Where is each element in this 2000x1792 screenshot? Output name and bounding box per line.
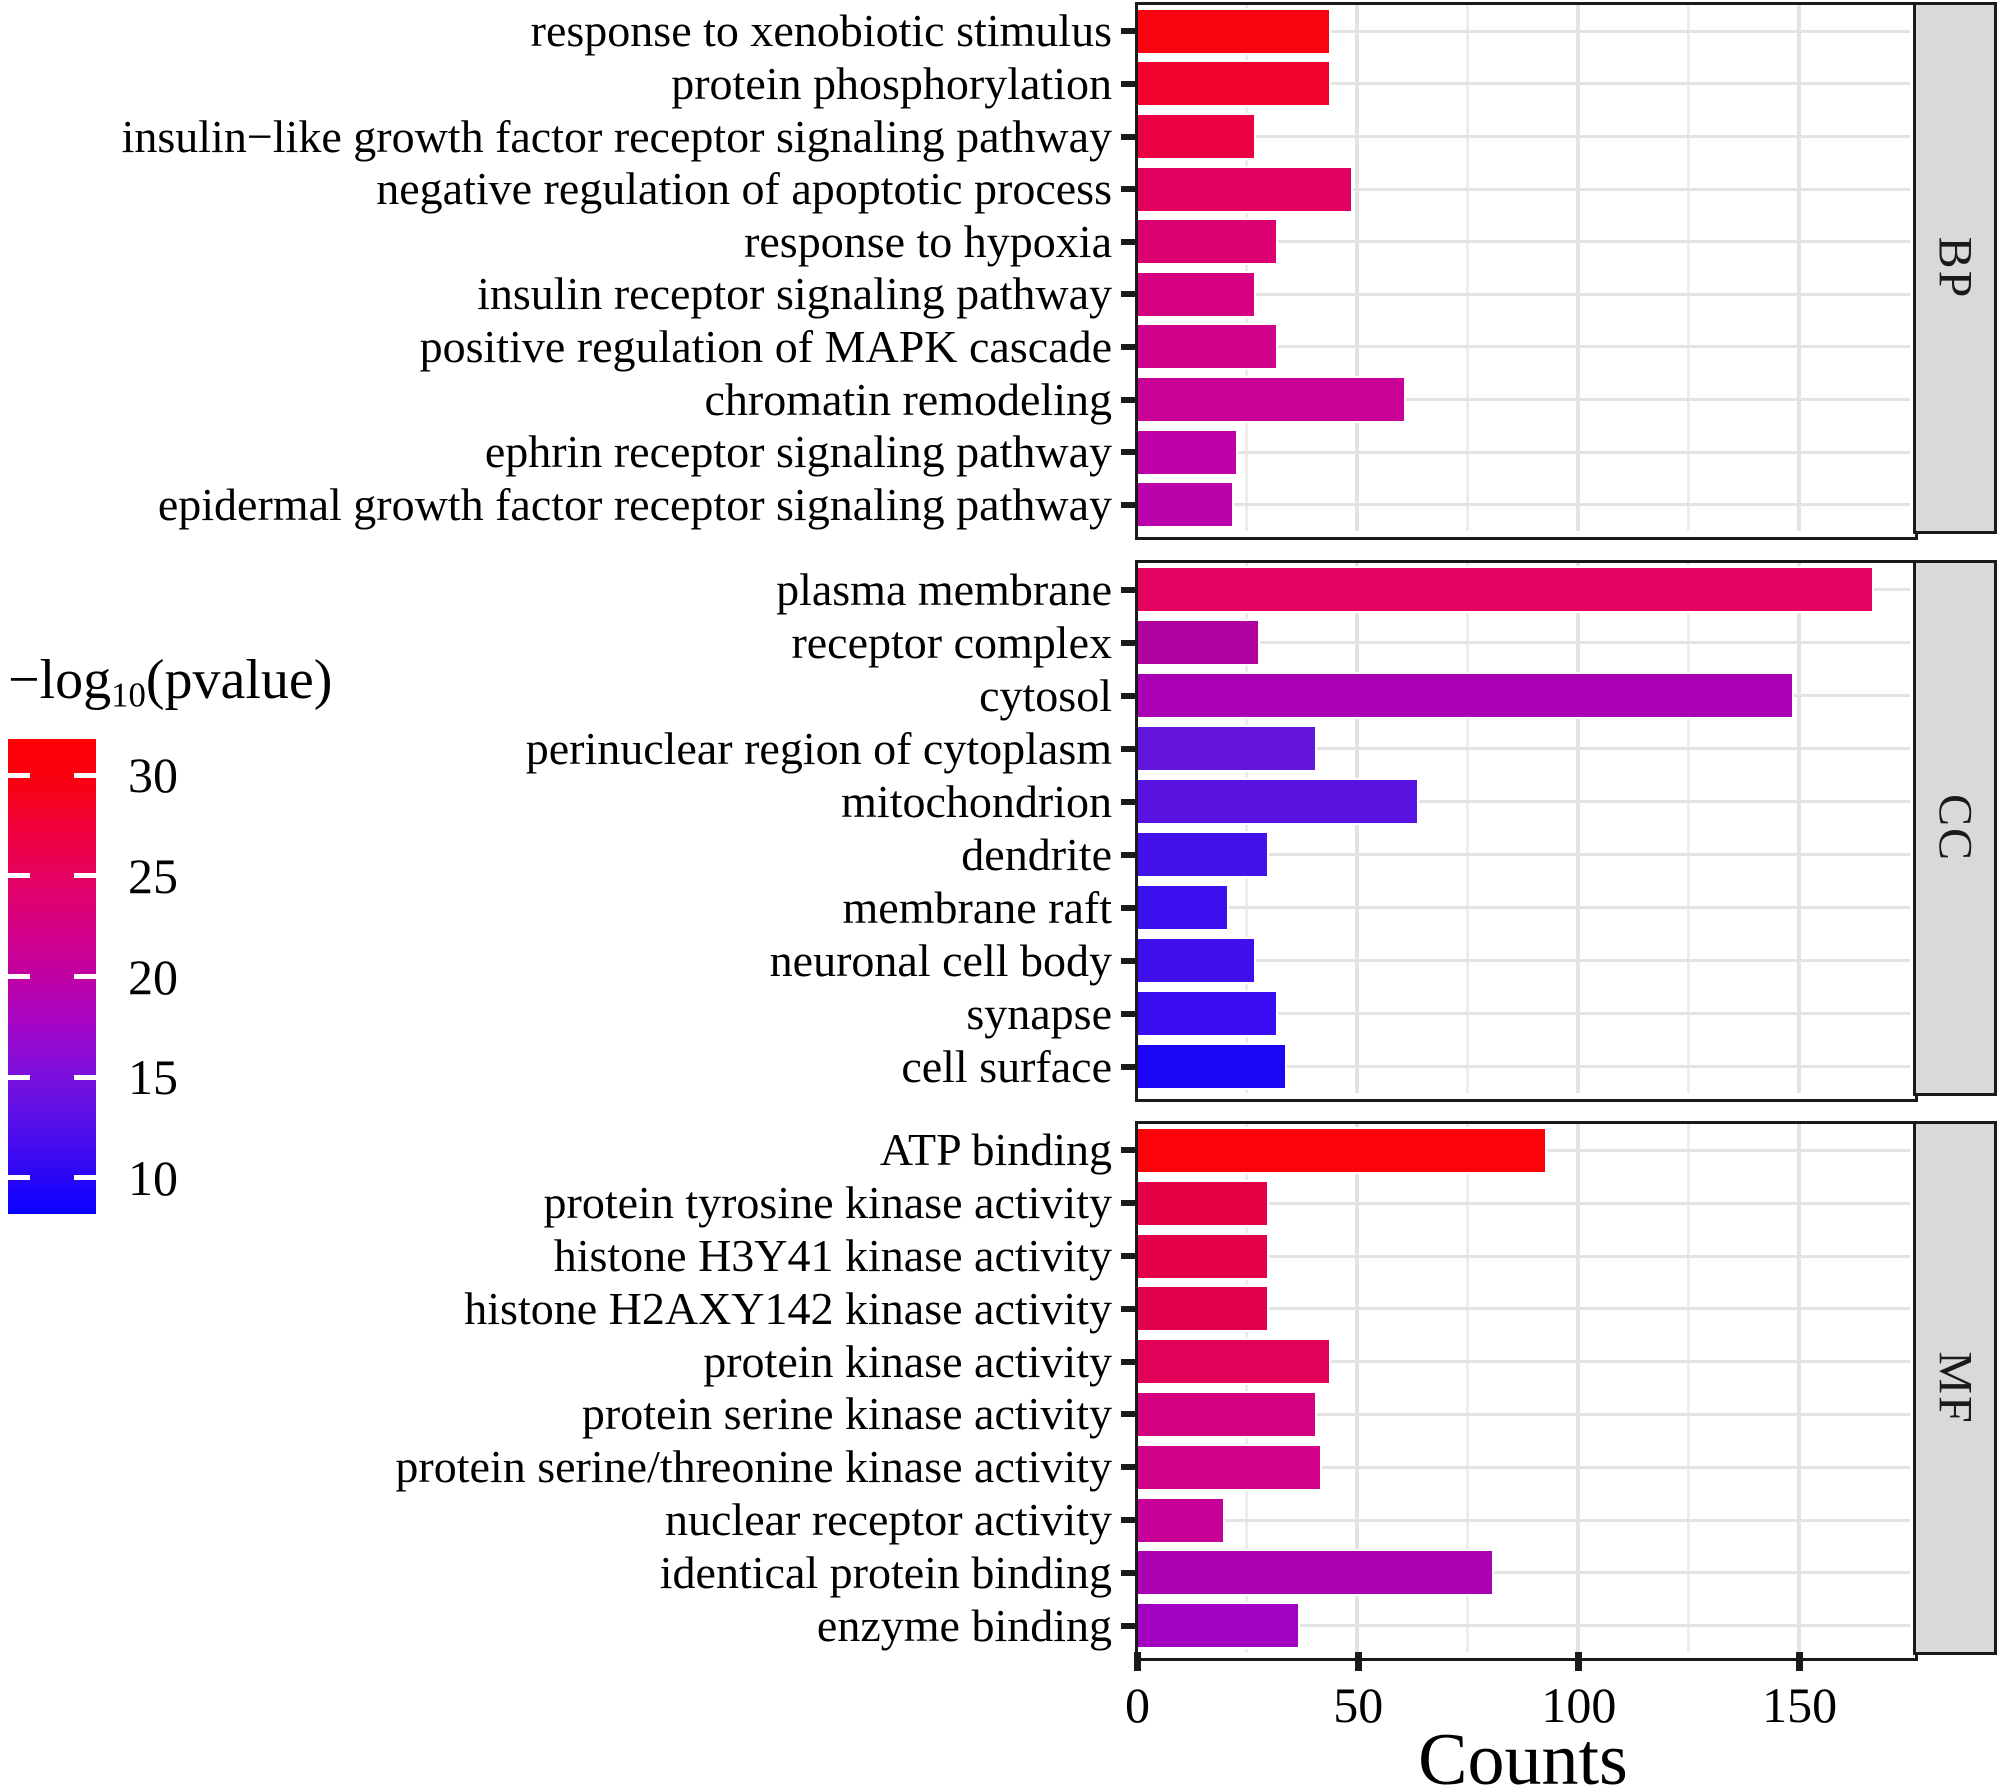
category-label: membrane raft (842, 881, 1112, 933)
y-tick-mark (1121, 587, 1137, 593)
category-label: protein serine/threonine kinase activity (395, 1441, 1112, 1493)
bar-bp-2 (1137, 60, 1331, 107)
y-tick-mark (1121, 28, 1137, 34)
y-tick-mark (1121, 1064, 1137, 1070)
bar-cc-5 (1137, 778, 1419, 825)
bar-cc-2 (1137, 619, 1261, 666)
y-tick-mark (1121, 852, 1137, 858)
facet-strip-label-cc: CC (1928, 793, 1982, 863)
category-label: positive regulation of MAPK cascade (419, 320, 1112, 372)
category-label: protein phosphorylation (671, 57, 1112, 109)
category-label: mitochondrion (841, 775, 1112, 827)
bar-cc-8 (1137, 937, 1256, 984)
y-tick-mark (1121, 1464, 1137, 1470)
bar-mf-4 (1137, 1285, 1269, 1332)
x-axis-title: Counts (1418, 1719, 1628, 1792)
category-label: insulin−like growth factor receptor signaling pathway (121, 110, 1112, 162)
y-tick-mark (1121, 1623, 1137, 1629)
y-tick-mark (1121, 1411, 1137, 1417)
y-tick-mark (1121, 81, 1137, 87)
x-tick-mark-0 (1134, 1652, 1141, 1671)
y-tick-mark (1121, 186, 1137, 192)
bar-bp-10 (1137, 481, 1234, 528)
legend-title-subscript: 10 (111, 675, 146, 715)
category-label: protein serine kinase activity (581, 1388, 1112, 1440)
y-tick-mark (1121, 397, 1137, 403)
facet-strip-bp (1913, 2, 1997, 534)
x-tick-label-150: 150 (1762, 1677, 1838, 1733)
bar-bp-9 (1137, 429, 1239, 476)
bar-mf-8 (1137, 1497, 1225, 1544)
category-label: histone H3Y41 kinase activity (553, 1230, 1112, 1281)
y-tick-mark (1121, 1147, 1137, 1153)
bar-mf-3 (1137, 1233, 1269, 1280)
y-tick-mark (1121, 1306, 1137, 1312)
category-label: histone H2AXY142 kinase activity (464, 1282, 1112, 1334)
gridline-row (1137, 503, 1911, 506)
category-label: epidermal growth factor receptor signaling pathway (157, 478, 1112, 530)
bar-bp-8 (1137, 376, 1406, 423)
category-label: synapse (966, 987, 1112, 1039)
y-tick-mark (1121, 1517, 1137, 1523)
bar-cc-3 (1137, 672, 1795, 719)
category-label: ATP binding (879, 1124, 1112, 1176)
bar-bp-3 (1137, 113, 1256, 160)
y-tick-mark (1121, 905, 1137, 911)
bar-cc-6 (1137, 831, 1269, 878)
y-tick-mark (1121, 746, 1137, 752)
colorbar-label-25: 25 (128, 847, 178, 904)
gridline-row (1137, 451, 1911, 454)
x-tick-label-50: 50 (1333, 1677, 1384, 1733)
category-label: negative regulation of apoptotic process (376, 163, 1112, 215)
bar-mf-9 (1137, 1549, 1495, 1596)
category-label: response to hypoxia (744, 215, 1112, 267)
category-label: perinuclear region of cytoplasm (525, 722, 1112, 774)
category-label: nuclear receptor activity (665, 1494, 1112, 1545)
colorbar-label-15: 15 (128, 1049, 178, 1106)
facet-strip-label-mf: MF (1928, 1351, 1982, 1425)
bar-mf-6 (1137, 1391, 1318, 1438)
y-tick-mark (1121, 134, 1137, 140)
x-tick-mark-150 (1796, 1652, 1803, 1671)
y-tick-mark (1121, 1359, 1137, 1365)
y-tick-mark (1121, 502, 1137, 508)
y-tick-mark (1121, 1011, 1137, 1017)
bar-cc-7 (1137, 884, 1230, 931)
y-tick-mark (1121, 239, 1137, 245)
bar-cc-4 (1137, 725, 1318, 772)
panel-cc (1137, 563, 1911, 1093)
category-label: cytosol (979, 669, 1112, 721)
bar-cc-1 (1137, 566, 1874, 613)
bar-bp-1 (1137, 8, 1331, 55)
category-label: cell surface (901, 1040, 1112, 1092)
facet-strip-label-bp: BP (1928, 236, 1982, 300)
y-tick-mark (1121, 693, 1137, 699)
bar-cc-9 (1137, 990, 1278, 1037)
bar-mf-1 (1137, 1127, 1548, 1174)
bar-mf-10 (1137, 1602, 1300, 1649)
x-tick-mark-50 (1355, 1652, 1362, 1671)
x-tick-mark-100 (1575, 1652, 1582, 1671)
legend-title-suffix: (pvalue) (145, 649, 333, 711)
facet-strip-mf (1913, 1121, 1997, 1655)
bar-mf-7 (1137, 1444, 1322, 1491)
y-tick-mark (1121, 449, 1137, 455)
y-tick-mark (1121, 799, 1137, 805)
category-label: receptor complex (791, 616, 1112, 668)
y-tick-mark (1121, 1200, 1137, 1206)
y-tick-mark (1121, 958, 1137, 964)
legend-title-prefix: −log (8, 649, 112, 711)
y-tick-mark (1121, 344, 1137, 350)
category-label: protein tyrosine kinase activity (543, 1177, 1112, 1229)
category-label: ephrin receptor signaling pathway (484, 426, 1112, 478)
category-label: enzyme binding (816, 1599, 1112, 1651)
colorbar-label-10: 10 (128, 1149, 178, 1206)
y-tick-mark (1121, 291, 1137, 297)
bar-mf-2 (1137, 1180, 1269, 1227)
gridline-row (1137, 1519, 1911, 1522)
bar-bp-6 (1137, 271, 1256, 318)
bar-bp-7 (1137, 323, 1278, 370)
y-tick-mark (1121, 1570, 1137, 1576)
category-label: neuronal cell body (769, 934, 1112, 986)
category-label: insulin receptor signaling pathway (477, 268, 1112, 320)
category-label: protein kinase activity (703, 1335, 1112, 1387)
gridline-row (1137, 906, 1911, 909)
category-label: chromatin remodeling (704, 373, 1112, 425)
category-label: response to xenobiotic stimulus (530, 5, 1112, 57)
bar-mf-5 (1137, 1338, 1331, 1385)
category-label: plasma membrane (776, 563, 1112, 615)
bar-cc-10 (1137, 1043, 1287, 1090)
category-label: dendrite (961, 828, 1112, 880)
x-tick-label-0: 0 (1125, 1677, 1150, 1733)
colorbar-label-30: 30 (128, 747, 178, 804)
x-tick-label-100: 100 (1541, 1677, 1617, 1733)
y-tick-mark (1121, 640, 1137, 646)
bar-bp-5 (1137, 218, 1278, 265)
y-tick-mark (1121, 1253, 1137, 1259)
category-label: identical protein binding (659, 1546, 1112, 1598)
colorbar-label-20: 20 (128, 948, 178, 1005)
bar-bp-4 (1137, 166, 1353, 213)
panel-mf (1137, 1124, 1911, 1652)
panel-bp (1137, 5, 1911, 531)
facet-strip-cc (1913, 560, 1997, 1096)
